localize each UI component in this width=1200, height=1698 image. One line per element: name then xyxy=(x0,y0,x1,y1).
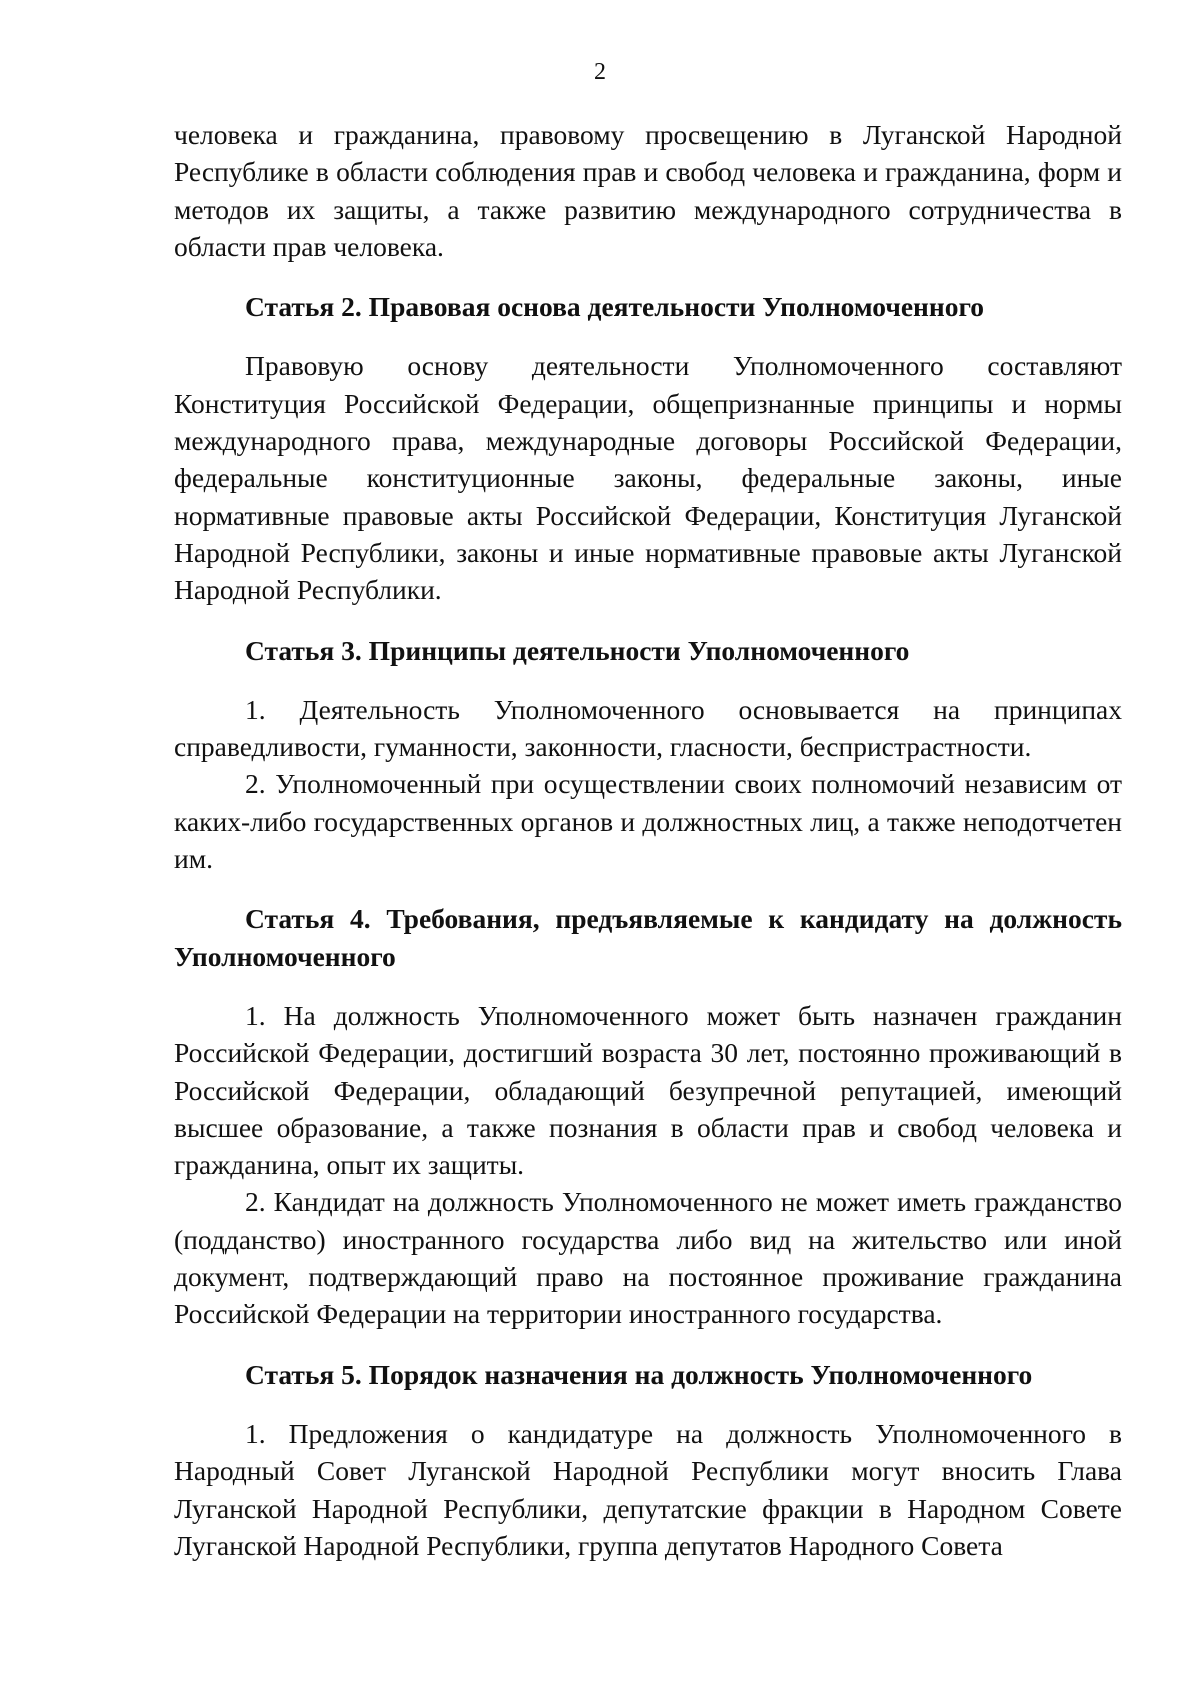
paragraph-article2-legal-basis: Правовую основу деятельности Уполномоченного составляют Конституция Российской Федерации, общепризнанные принципы и нормы международного права, международные договоры Российской Федерации, федеральные конституционные законы, федеральные законы, иные нормативные правовые акты Российской Федерации, Конституция Луганской Народной Республики, законы и иные нормативные правовые акты Луганской Народной Республики. xyxy=(174,350,1122,606)
paragraph-article1-continuation: человека и гражданина, правовому просвещению в Луганской Народной Республике в области соблюдения прав и свобод человека и гражданина, форм и методов их защиты, а также развитию международного сотрудничества в области прав человека. xyxy=(174,119,1122,262)
paragraph-article4-item2: 2. Кандидат на должность Уполномоченного не может иметь гражданство (подданство) иностранного государства либо вид на жительство или иной документ, подтверждающий право на постоянное проживание гражданина Российской Федерации на территории иностранного государства. xyxy=(174,1186,1122,1330)
heading-article-2: Статья 2. Правовая основа деятельности Уполномоченного xyxy=(245,291,985,323)
paragraph-article5-item1: 1. Предложения о кандидатуре на должность Уполномоченного в Народный Совет Луганской Народной Республики могут вносить Глава Луганской Народной Республики, депутатские фракции в Народном Совете Луганской Народной Республики, группа депутатов Народного Совета xyxy=(174,1417,1122,1561)
paragraph-article3-item2: 2. Уполномоченный при осуществлении своих полномочий независим от каких-либо государственных органов и должностных лиц, а также неподотчетен им. xyxy=(174,768,1122,875)
document-body xyxy=(174,116,1122,1564)
heading-article-4: Статья 4. Требования, предъявляемые к кандидату на должность Уполномоченного xyxy=(174,903,1122,972)
paragraph-article3-item1: 1. Деятельность Уполномоченного основывается на принципах справедливости, гуманности, законности, гласности, беспристрастности. xyxy=(174,693,1122,763)
heading-article-3: Статья 3. Принципы деятельности Уполномоченного xyxy=(245,634,910,666)
page-number: 2 xyxy=(594,59,606,85)
heading-article-5: Статья 5. Порядок назначения на должность Уполномоченного xyxy=(245,1358,1033,1390)
paragraph-article4-item1: 1. На должность Уполномоченного может быть назначен гражданин Российской Федерации, достигший возраста 30 лет, постоянно проживающий в Российской Федерации, обладающий безупречной репутацией, имеющий высшее образование, а также познания в области прав и свобод человека и гражданина, опыт их защиты. xyxy=(174,999,1122,1181)
